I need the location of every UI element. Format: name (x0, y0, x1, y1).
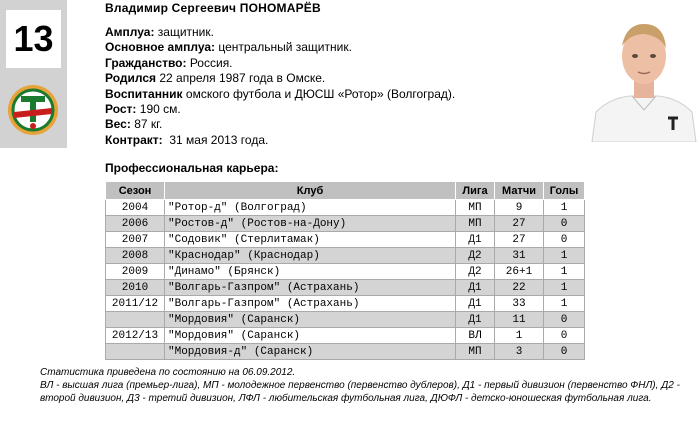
header-club: Клуб (165, 182, 456, 200)
cell-club: "Волгарь-Газпром" (Астрахань) (165, 280, 456, 296)
table-row (106, 344, 585, 360)
cell-club: "Волгарь-Газпром" (Астрахань) (165, 296, 456, 312)
cell-league: Д1 (456, 296, 495, 312)
cell-league: Д2 (456, 264, 495, 280)
header-league: Лига (456, 182, 495, 200)
cell-matches: 3 (495, 344, 544, 360)
info-line (105, 71, 455, 86)
info-line (105, 133, 455, 148)
info-value: центральный защитник. (215, 40, 352, 55)
cell-goals: 1 (544, 264, 585, 280)
info-value: Россия. (186, 55, 233, 70)
career-title: Профессиональная карьера: (105, 161, 279, 175)
player-photo (590, 12, 698, 142)
cell-season: 2008 (106, 248, 165, 264)
cell-matches: 27 (495, 232, 544, 248)
info-label: Амплуа: (105, 25, 155, 39)
cell-league: МП (456, 344, 495, 360)
cell-season (106, 312, 165, 328)
info-line (105, 87, 455, 102)
cell-goals: 1 (544, 296, 585, 312)
cell-club: "Содовик" (Стерлитамак) (165, 232, 456, 248)
cell-matches: 26+1 (495, 264, 544, 280)
info-value: омского футбола и ДЮСШ «Ротор» (Волгоград). (182, 86, 456, 101)
cell-league: МП (456, 200, 495, 216)
cell-club: "Ростов-д" (Ростов-на-Дону) (165, 216, 456, 232)
cell-goals: 1 (544, 200, 585, 216)
footnote (40, 366, 680, 405)
club-logo (6, 82, 60, 138)
stat-date-note: Статистика приведена по состоянию на 06.09.2012. (40, 367, 296, 378)
sidebar-panel (0, 0, 67, 148)
cell-club: "Ротор-д" (Волгоград) (165, 200, 456, 216)
info-line (105, 102, 455, 117)
cell-matches: 1 (495, 328, 544, 344)
table-row (106, 248, 585, 264)
cell-goals: 0 (544, 344, 585, 360)
info-label: Воспитанник (105, 86, 183, 101)
cell-goals: 0 (544, 216, 585, 232)
cell-goals: 1 (544, 280, 585, 296)
cell-season (106, 344, 165, 360)
table-row (106, 328, 585, 344)
info-line (105, 25, 455, 40)
cell-season: 2012/13 (106, 328, 165, 344)
info-label: Родился (105, 71, 157, 86)
table-row (106, 312, 585, 328)
player-info (105, 25, 455, 148)
cell-league: МП (456, 216, 495, 232)
cell-club: "Мордовия" (Саранск) (165, 328, 456, 344)
info-label: Рост: (105, 102, 137, 117)
cell-goals: 1 (544, 248, 585, 264)
career-table (105, 181, 585, 360)
cell-matches: 33 (495, 296, 544, 312)
cell-season: 2011/12 (106, 296, 165, 312)
info-label: Гражданство: (105, 55, 187, 70)
cell-season: 2009 (106, 264, 165, 280)
info-label: Контракт: (105, 132, 163, 147)
info-value: 87 кг. (130, 117, 163, 132)
cell-goals: 0 (544, 328, 585, 344)
cell-club: "Динамо" (Брянск) (165, 264, 456, 280)
table-row (106, 264, 585, 280)
cell-matches: 11 (495, 312, 544, 328)
player-name: Владимир Сергеевич ПОНОМАРЁВ (105, 1, 321, 15)
header-goals: Голы (544, 182, 585, 200)
table-row (106, 232, 585, 248)
header-matches: Матчи (495, 182, 544, 200)
cell-club: "Мордовия" (Саранск) (165, 312, 456, 328)
table-row (106, 216, 585, 232)
cell-matches: 27 (495, 216, 544, 232)
cell-matches: 9 (495, 200, 544, 216)
info-line (105, 40, 455, 55)
info-value: 31 мая 2013 года. (162, 132, 269, 147)
cell-goals: 0 (544, 312, 585, 328)
cell-league: ВЛ (456, 328, 495, 344)
info-label: Основное амплуа: (105, 40, 215, 55)
cell-season: 2007 (106, 232, 165, 248)
info-line (105, 56, 455, 71)
cell-league: Д1 (456, 312, 495, 328)
player-number: 13 (6, 10, 61, 68)
table-row (106, 200, 585, 216)
table-row (106, 296, 585, 312)
cell-league: Д1 (456, 232, 495, 248)
table-row (106, 280, 585, 296)
cell-club: "Краснодар" (Краснодар) (165, 248, 456, 264)
info-value: 22 апреля 1987 года в Омске. (156, 71, 326, 86)
info-value: 190 см. (136, 102, 181, 117)
cell-league: Д1 (456, 280, 495, 296)
cell-matches: 22 (495, 280, 544, 296)
info-line (105, 117, 455, 132)
career-header-row (106, 182, 585, 200)
cell-season: 2006 (106, 216, 165, 232)
cell-league: Д2 (456, 248, 495, 264)
cell-season: 2010 (106, 280, 165, 296)
legend-note: ВЛ - высшая лига (премьер-лига), МП - молодежное первенство (первенство дублеров), Д1 - первый дивизион (первенство ФНЛ), Д2 - второй дивизион, Д3 - третий дивизион, ЛФЛ - любительская футбольная лига, ДЮФЛ - детско-юношеская футбольная лига. (40, 380, 680, 404)
info-value: защитник. (154, 25, 214, 39)
cell-club: "Мордовия-д" (Саранск) (165, 344, 456, 360)
header-season: Сезон (106, 182, 165, 200)
cell-matches: 31 (495, 248, 544, 264)
info-label: Вес: (105, 117, 131, 132)
cell-goals: 0 (544, 232, 585, 248)
career-body (106, 200, 585, 360)
cell-season: 2004 (106, 200, 165, 216)
